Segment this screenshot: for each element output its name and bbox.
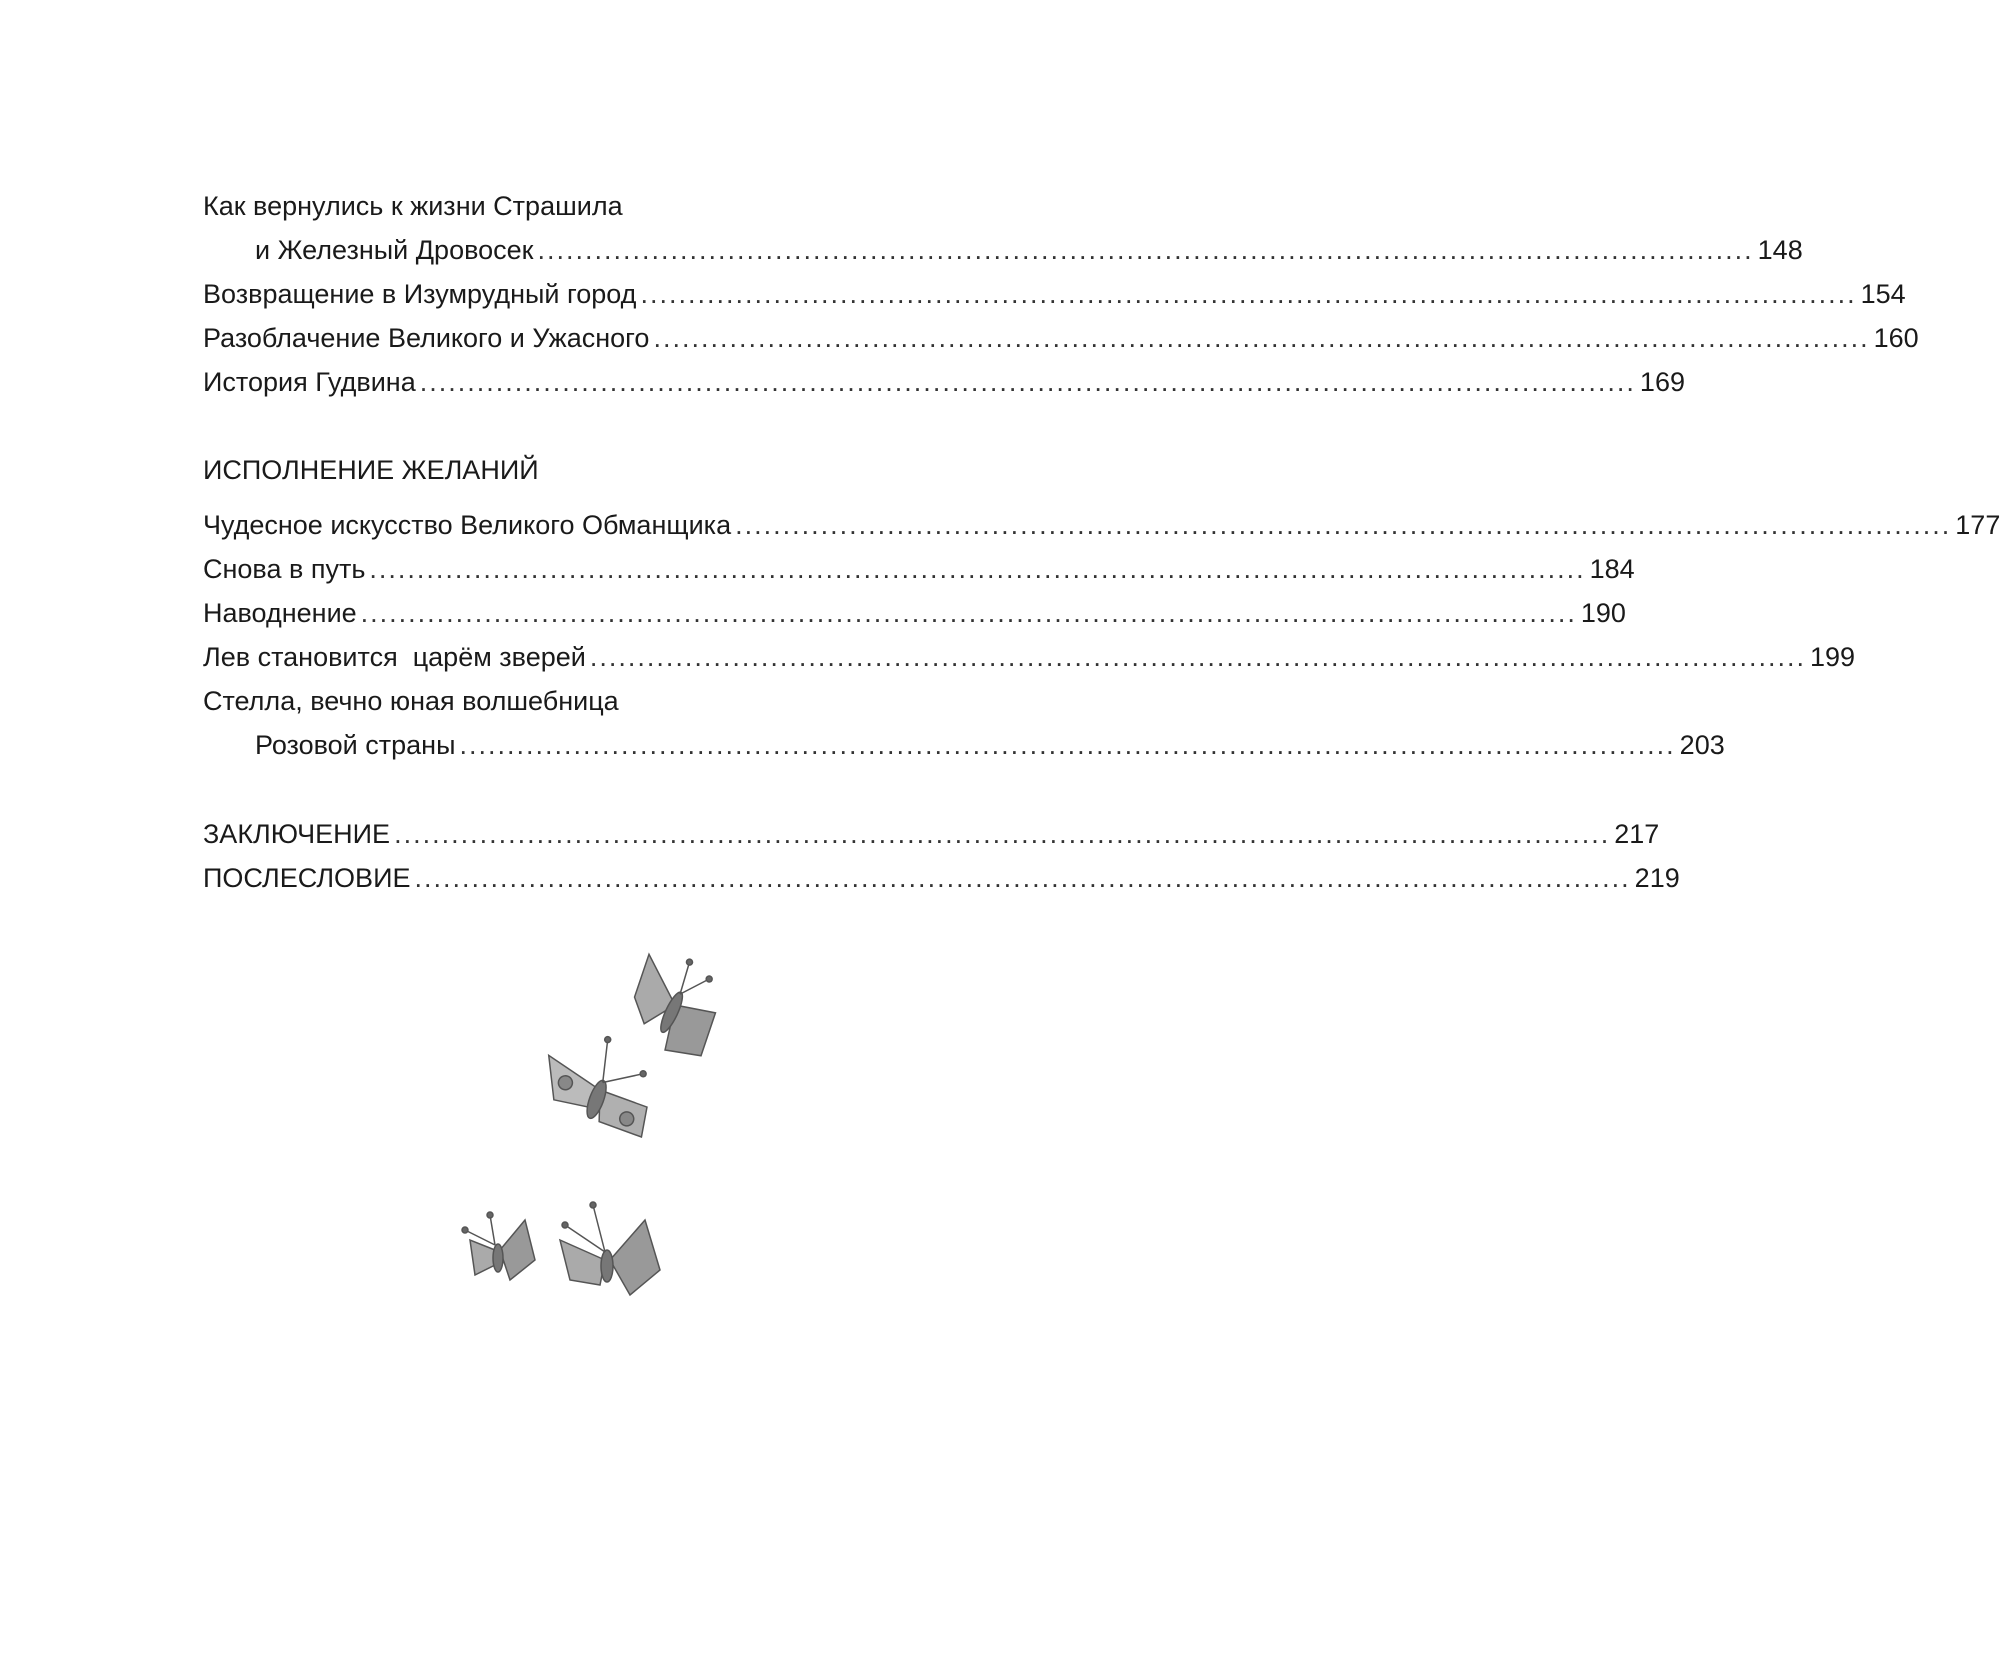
dot-leader: ................................................................................................................................ xyxy=(589,642,1807,672)
toc-entry-title: ПОСЛЕСЛОВИЕ xyxy=(203,863,411,893)
butterfly-icon xyxy=(462,1212,535,1280)
dot-leader: ................................................................................................................................ xyxy=(360,598,1577,628)
toc-entry[interactable] xyxy=(203,635,1856,679)
toc-entry[interactable] xyxy=(203,723,1725,767)
toc-entry-title: Чудесное искусство Великого Обманщика xyxy=(203,510,732,540)
toc-entry[interactable] xyxy=(203,228,1803,272)
dot-leader: ................................................................................................................................ xyxy=(419,367,1636,397)
toc-entry[interactable] xyxy=(203,547,1635,591)
toc-page-number: 177 xyxy=(1955,510,2000,540)
toc-entry-title: Как вернулись к жизни Страшила xyxy=(203,191,623,221)
dot-leader: ................................................................................................................................ xyxy=(537,235,1754,265)
toc-entry-title: и Железный Дровосек xyxy=(255,235,534,265)
section-heading: ИСПОЛНЕНИЕ ЖЕЛАНИЙ xyxy=(203,455,539,485)
butterfly-icon xyxy=(615,942,736,1064)
toc-page-number: 217 xyxy=(1614,819,1660,849)
dot-leader: ................................................................................................................................ xyxy=(653,323,1870,353)
toc-entry-title: Разоблачение Великого и Ужасного xyxy=(203,323,650,353)
toc-entry-title: Снова в путь xyxy=(203,554,366,584)
toc-page-number: 184 xyxy=(1589,554,1635,584)
toc-entry-title-line xyxy=(203,679,949,723)
toc-entry-title: ЗАКЛЮЧЕНИЕ xyxy=(203,819,391,849)
toc-entry[interactable] xyxy=(203,812,1660,856)
toc-entry[interactable] xyxy=(203,591,1626,635)
dot-leader: ................................................................................................................................ xyxy=(394,819,1611,849)
toc-entry[interactable] xyxy=(203,360,1685,404)
toc-page-number: 160 xyxy=(1873,323,1919,353)
butterfly-icon xyxy=(560,1202,660,1295)
toc-entry[interactable] xyxy=(203,316,1919,360)
toc-page-number: 154 xyxy=(1860,279,1906,309)
table-of-contents xyxy=(203,184,2000,900)
toc-entry-title-line xyxy=(203,184,949,228)
dot-leader: ................................................................................................................................ xyxy=(735,510,1952,540)
toc-entry-title: Стелла, вечно юная волшебница xyxy=(203,686,619,716)
butterflies-illustration xyxy=(440,950,760,1330)
dot-leader: ................................................................................................................................ xyxy=(640,279,1857,309)
dot-leader: ................................................................................................................................ xyxy=(369,554,1586,584)
toc-page-number: 199 xyxy=(1810,642,1856,672)
toc-page-number: 203 xyxy=(1679,730,1725,760)
toc-entry[interactable] xyxy=(203,856,1680,900)
toc-page-number: 219 xyxy=(1634,863,1680,893)
toc-entry-title: Наводнение xyxy=(203,598,357,628)
toc-page-number: 148 xyxy=(1757,235,1803,265)
toc-entry-title: История Гудвина xyxy=(203,367,416,397)
butterfly-icon xyxy=(533,1020,669,1137)
toc-entry-title: Возвращение в Изумрудный город xyxy=(203,279,637,309)
dot-leader: ................................................................................................................................ xyxy=(414,863,1631,893)
toc-entry[interactable] xyxy=(203,503,2000,547)
toc-entry[interactable] xyxy=(203,272,1906,316)
toc-entry-title: Розовой страны xyxy=(255,730,456,760)
toc-page-number: 169 xyxy=(1639,367,1685,397)
toc-entry-title: Лев становится царём зверей xyxy=(203,642,586,672)
dot-leader: ................................................................................................................................ xyxy=(459,730,1676,760)
toc-page-number: 190 xyxy=(1580,598,1626,628)
